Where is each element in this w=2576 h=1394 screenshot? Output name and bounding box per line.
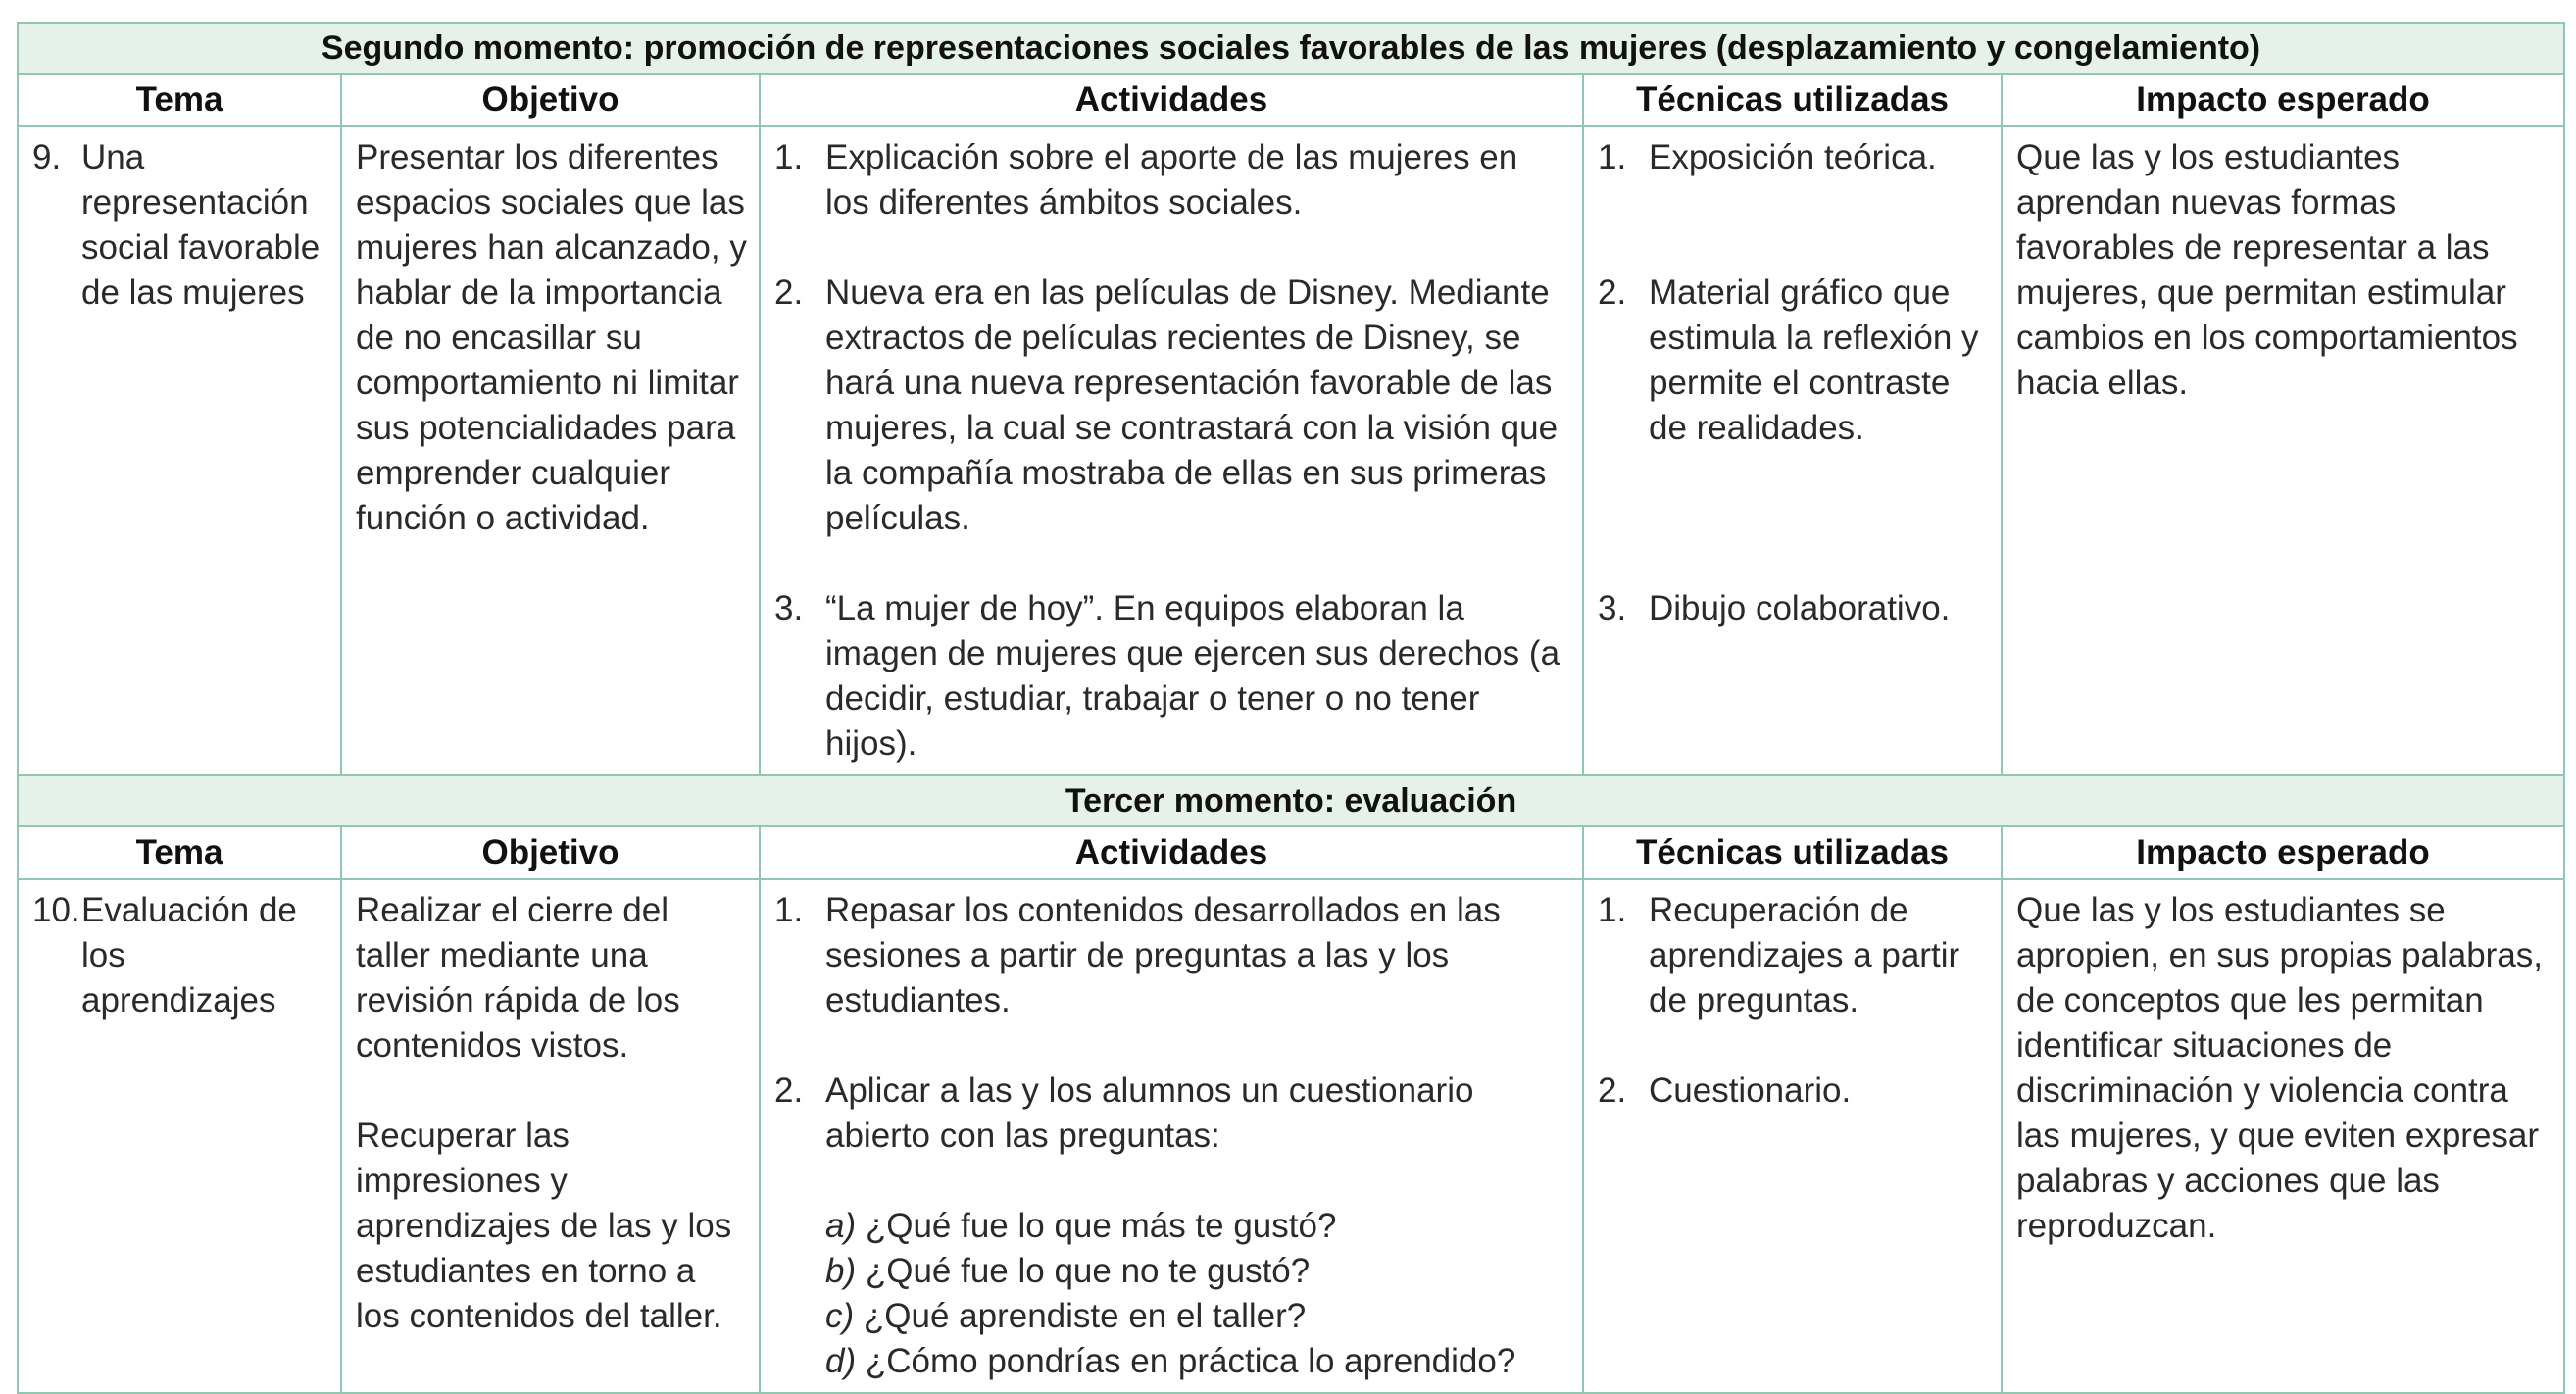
objetivo-cell [341,126,760,775]
question-letter: b) [825,1252,857,1290]
section2-title: Segundo momento: promoción de representaciones sociales favorables de las mujeres (desplazamiento y congelamiento) [18,23,2564,74]
workshop-table [17,22,2565,1394]
question-text: ¿Qué fue lo que más te gustó? [865,1207,1337,1245]
item-text: Material gráfico que estimula la reflexión y permite el contraste de realidades. [1649,274,1979,447]
list-item [774,135,1570,225]
header-tema: Tema [18,826,341,879]
section3-title: Tercer momento: evaluación [18,775,2564,826]
objetivo-text: Presentar los diferentes espacios sociales que las mujeres han alcanzado, y hablar de la importancia de no encasillar su comportamiento ni limitar sus potencialidades para emprender cualquier función o actividad. [356,138,747,537]
header-impacto: Impacto esperado [2002,74,2564,126]
list-item [774,271,1570,541]
impacto-text: Que las y los estudiantes aprendan nuevas formas favorables de representar a las mujeres, que permitan estimular cambios en los comportamientos hacia ellas. [2016,138,2518,402]
section-title-row [18,775,2564,826]
list-item [1598,586,1989,631]
question-letter: d) [825,1342,857,1380]
tema-cell [18,126,341,775]
tema-text: Una representación social favorable de las mujeres [81,138,321,312]
impacto-cell [2002,126,2564,775]
impacto-cell [2002,879,2564,1393]
item-number: 2. [774,274,804,312]
item-text: Repasar los contenidos desarrollados en las sesiones a partir de preguntas a las y los estudiantes. [825,891,1501,1020]
item-number: 2. [1598,274,1627,312]
question-text: ¿Qué fue lo que no te gustó? [865,1252,1311,1290]
actividades-cell [760,879,1583,1393]
item-number: 3. [1598,589,1627,627]
item-number: 3. [774,589,804,627]
section-title-row [18,23,2564,74]
header-impacto: Impacto esperado [2002,826,2564,879]
question-text: ¿Cómo pondrías en práctica lo aprendido? [865,1342,1516,1380]
item-number: 1. [774,891,804,929]
table-row [18,126,2564,775]
header-tecnicas: Técnicas utilizadas [1583,74,2002,126]
list-item [774,1069,1570,1159]
list-item [1598,135,1989,180]
header-tecnicas: Técnicas utilizadas [1583,826,2002,879]
tecnicas-cell [1583,126,2002,775]
question-letter: a) [825,1207,857,1245]
header-row [18,74,2564,126]
item-text: “La mujer de hoy”. En equipos elaboran la imagen de mujeres que ejercen sus derechos (a decidir, estudiar, trabajar o tener o no tener hijos). [825,589,1560,763]
impacto-text: Que las y los estudiantes se apropien, en sus propias palabras, de conceptos que les permitan identificar situaciones de discriminación y violencia contra las mujeres, y que eviten expresar palabras y acciones que las reproduzcan. [2016,891,2544,1245]
question-item [774,1249,1570,1294]
question-text: ¿Qué aprendiste en el taller? [863,1297,1307,1335]
list-item [774,888,1570,1023]
question-item [774,1294,1570,1339]
tecnicas-cell [1583,879,2002,1393]
item-text: Exposición teórica. [1649,138,1937,176]
item-text: Dibujo colaborativo. [1649,589,1951,627]
objetivo-text: Realizar el cierre del taller mediante una revisión rápida de los contenidos vistos. [356,891,680,1065]
list-item [1598,888,1989,1023]
table-row [18,879,2564,1393]
list-item [1598,271,1989,451]
question-item [774,1339,1570,1384]
header-tema: Tema [18,74,341,126]
item-text: Aplicar a las y los alumnos un cuestionario abierto con las preguntas: [825,1071,1474,1155]
tema-number: 9. [32,138,62,176]
item-number: 1. [1598,891,1627,929]
list-item [774,586,1570,767]
list-item [1598,1069,1989,1114]
item-number: 1. [774,138,804,176]
objetivo-cell [341,879,760,1393]
item-number: 1. [1598,138,1627,176]
actividades-cell [760,126,1583,775]
item-number: 2. [774,1071,804,1110]
item-text: Explicación sobre el aporte de las mujeres en los diferentes ámbitos sociales. [825,138,1518,222]
item-text: Recuperación de aprendizajes a partir de preguntas. [1649,891,1960,1020]
tema-text: Evaluación de los aprendizajes [81,891,297,1020]
item-number: 2. [1598,1071,1627,1110]
tema-number: 10. [32,891,80,929]
header-objetivo: Objetivo [341,826,760,879]
item-text: Cuestionario. [1649,1071,1852,1110]
tema-cell [18,879,341,1393]
header-actividades: Actividades [760,826,1583,879]
header-actividades: Actividades [760,74,1583,126]
question-letter: c) [825,1297,855,1335]
question-item [774,1204,1570,1249]
workshop-table-container [17,22,2563,1394]
header-row [18,826,2564,879]
objetivo-text: Recuperar las impresiones y aprendizajes de las y los estudiantes en torno a los contenidos del taller. [356,1117,732,1335]
header-objetivo: Objetivo [341,74,760,126]
item-text: Nueva era en las películas de Disney. Mediante extractos de películas recientes de Disney, se hará una nueva representación favorable de las mujeres, la cual se contrastará con la visión que la compañía mostraba de ellas en sus primeras películas. [825,274,1559,537]
